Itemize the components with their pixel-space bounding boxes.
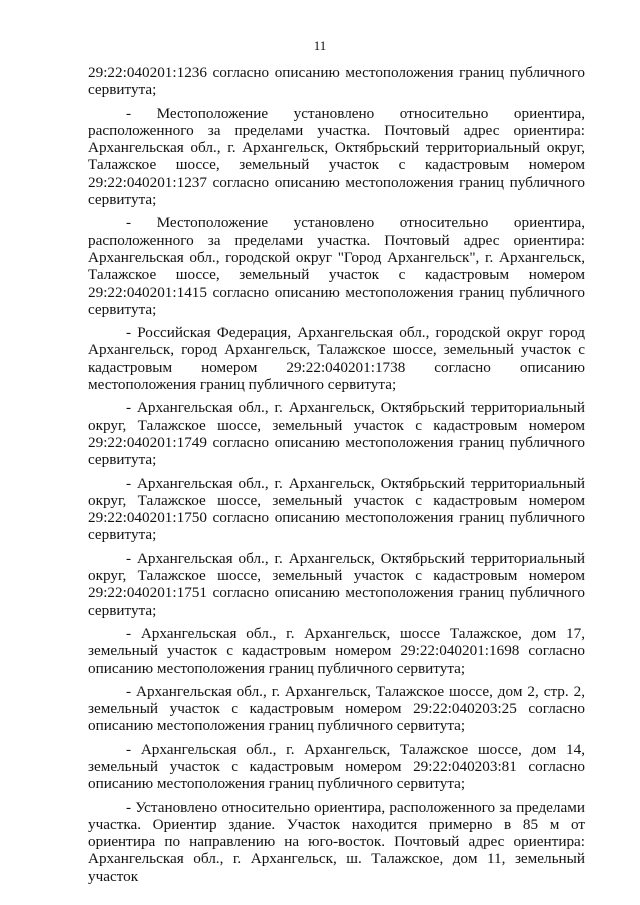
paragraph: - Местоположение установлено относительно ориентира, расположенного за пределами участка. Почтовый адрес ориентира: Архангельская обл., городской округ "Город Архангельск", г. Архангельск, Талажское шоссе, земельный участок с кадастровым номером 29:22:040201:1415 согласно описанию местоположения границ публичного сервитута; — [88, 214, 585, 318]
document-body — [88, 64, 585, 891]
page-number: 11 — [313, 38, 327, 53]
paragraph: - Местоположение установлено относительно ориентира, расположенного за пределами участка. Почтовый адрес ориентира: Архангельская обл., г. Архангельск, Октябрьский территориальный округ, Талажское шоссе, земельный участок с кадастровым номером 29:22:040201:1237 согласно описанию местоположения границ публичного сервитута; — [88, 104, 585, 209]
paragraph: - Российская Федерация, Архангельская обл., городской округ город Архангельск, город Архангельск, Талажское шоссе, земельный участок с кадастровым номером 29:22:040201:1738 согласно описанию местоположения границ публичного сервитута; — [88, 324, 585, 394]
paragraph: - Архангельская обл., г. Архангельск, Талажское шоссе, дом 14, земельный участок с кадастровым номером 29:22:040203:81 согласно описанию местоположения границ публичного сервитута; — [88, 740, 585, 793]
paragraph: - Установлено относительно ориентира, расположенного за пределами участка. Ориентир здание. Участок находится примерно в 85 м от ориентира по направлению на юго-восток. Почтовый адрес ориентира: Архангельская обл., г. Архангельск, ш. Талажское, дом 11, земельный участок — [88, 798, 585, 885]
paragraph: - Архангельская обл., г. Архангельск, Октябрьский территориальный округ, Талажское шоссе, земельный участок с кадастровым номером 29:22:040201:1749 согласно описанию местоположения границ публичного сервитута; — [88, 399, 585, 469]
paragraph: - Архангельская обл., г. Архангельск, Октябрьский территориальный округ, Талажское шоссе, земельный участок с кадастровым номером 29:22:040201:1751 согласно описанию местоположения границ публичного сервитута; — [88, 549, 585, 619]
paragraph: - Архангельская обл., г. Архангельск, Октябрьский территориальный округ, Талажское шоссе, земельный участок с кадастровым номером 29:22:040201:1750 согласно описанию местоположения границ публичного сервитута; — [88, 474, 585, 544]
paragraph: - Архангельская обл., г. Архангельск, шоссе Талажское, дом 17, земельный участок с кадастровым номером 29:22:040201:1698 согласно описанию местоположения границ публичного сервитута; — [88, 624, 585, 677]
paragraph: 29:22:040201:1236 согласно описанию местоположения границ публичного сервитута; — [88, 64, 585, 99]
paragraph: - Архангельская обл., г. Архангельск, Талажское шоссе, дом 2, стр. 2, земельный участок с кадастровым номером 29:22:040203:25 согласно описанию местоположения границ публичного сервитута; — [88, 682, 585, 735]
